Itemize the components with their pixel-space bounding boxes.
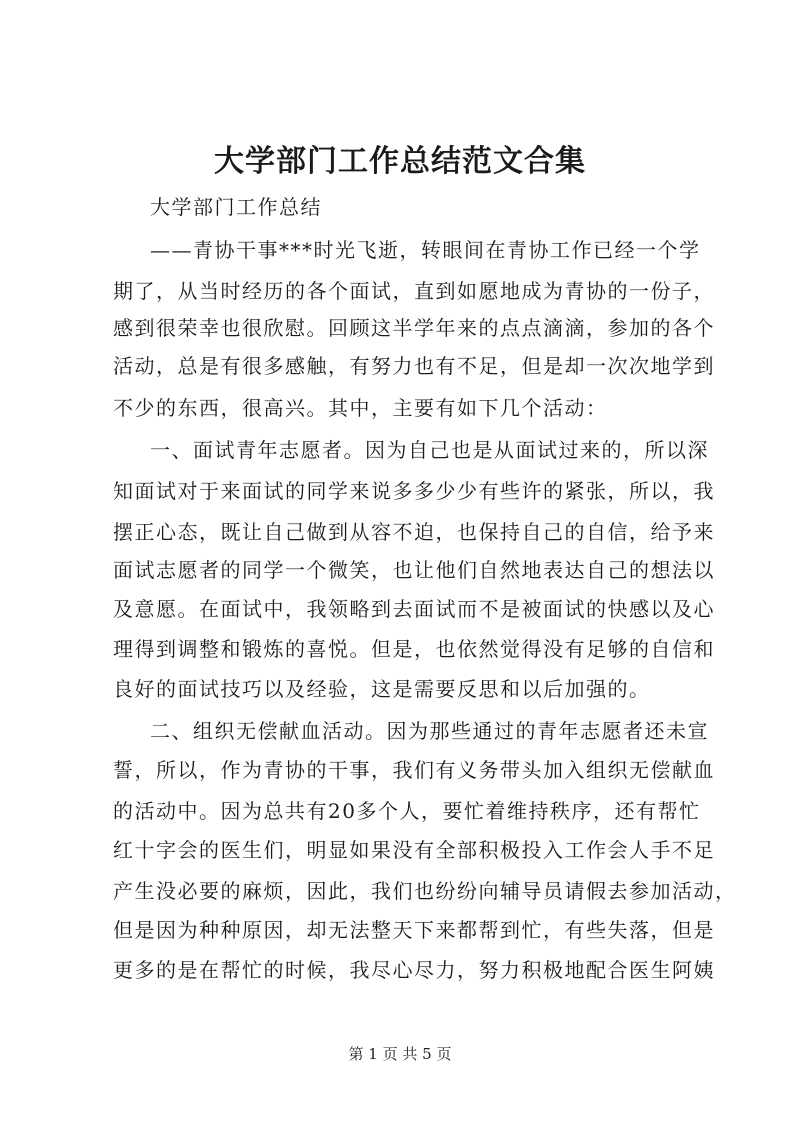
- paragraph-line: 但是因为种种原因，却无法整天下来都帮到忙，有些失落，但是: [113, 918, 715, 942]
- paragraph-line: 的活动中。因为总共有20多个人，要忙着维持秩序，还有帮忙: [113, 799, 701, 823]
- paragraph-line: 摆正心态，既让自己做到从容不迫，也保持自己的自信，给予来: [113, 520, 715, 544]
- paragraph-line: 不少的东西，很高兴。其中，主要有如下几个活动：: [113, 396, 608, 420]
- paragraph-line: 一、面试青年志愿者。因为自己也是从面试过来的，所以深: [150, 438, 709, 462]
- paragraph-line: 及意愿。在面试中，我领略到去面试而不是被面试的快感以及心: [113, 597, 715, 621]
- page-number-footer: 第 1 页 共 5 页: [348, 1045, 452, 1063]
- paragraph-line: 二、组织无偿献血活动。因为那些通过的青年志愿者还未宣: [150, 719, 709, 743]
- paragraph-line: 感到很荣幸也很欣慰。回顾这半学年来的点点滴滴，参加的各个: [113, 316, 715, 340]
- paragraph-line: 誓，所以，作为青协的干事，我们有义务带头加入组织无偿献血: [113, 758, 715, 782]
- paragraph-line: 红十字会的医生们，明显如果没有全部积极投入工作会人手不足: [113, 838, 715, 862]
- page-title: 大学部门工作总结范文合集: [214, 144, 586, 179]
- paragraph-line: 知面试对于来面试的同学来说多多少少有些许的紧张，所以，我: [113, 479, 715, 503]
- paragraph-line: 理得到调整和锻炼的喜悦。但是，也依然觉得没有足够的自信和: [113, 637, 715, 661]
- paragraph-line: 更多的是在帮忙的时候，我尽心尽力，努力积极地配合医生阿姨: [113, 958, 715, 982]
- paragraph-line: 期了，从当时经历的各个面试，直到如愿地成为青协的一份子，: [113, 279, 715, 303]
- section-heading: 大学部门工作总结: [150, 195, 322, 219]
- paragraph-line: 良好的面试技巧以及经验，这是需要反思和以后加强的。: [113, 677, 651, 701]
- paragraph-line: ——青协干事***时光飞逝，转眼间在青协工作已经一个学: [150, 238, 701, 262]
- paragraph-line: 产生没必要的麻烦，因此，我们也纷纷向辅导员请假去参加活动，: [113, 879, 737, 903]
- paragraph-line: 活动，总是有很多感触，有努力也有不足，但是却一次次地学到: [113, 354, 715, 378]
- paragraph-line: 面试志愿者的同学一个微笑，也让他们自然地表达自己的想法以: [113, 558, 715, 582]
